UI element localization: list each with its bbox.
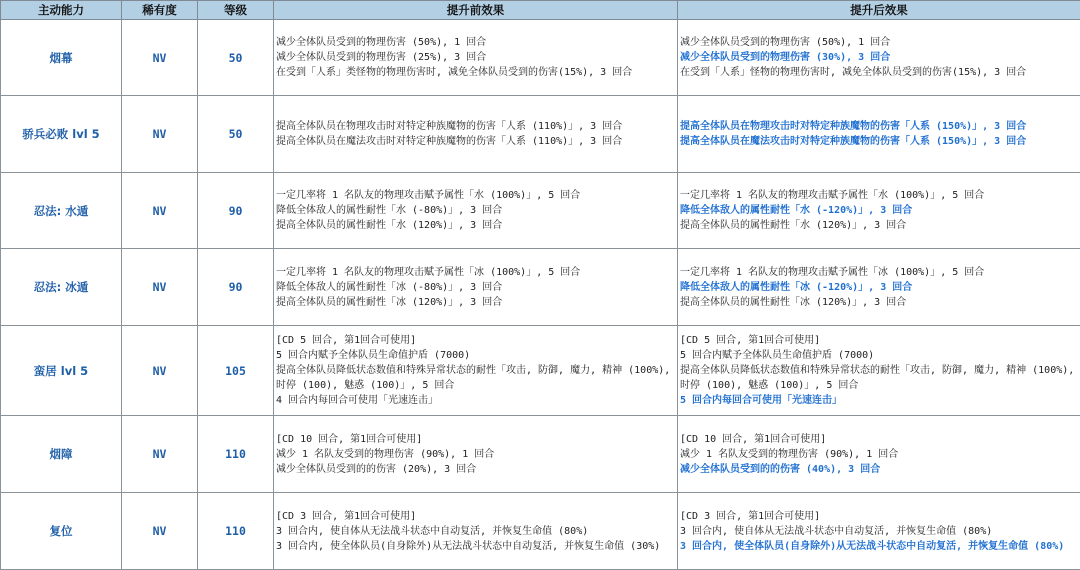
effect-line: 减少全体队员受到的物理伤害 (50%), 1 回合 (680, 37, 891, 48)
effect-line: 一定几率将 1 名队友的物理攻击赋予属性「冰 (100%)」, 5 回合 (276, 266, 581, 278)
effect-line: 3 回合内, 使自体从无法战斗状态中自动复活, 并恢复生命值 (80%) (680, 525, 993, 537)
rarity: NV (122, 249, 198, 326)
skill-name: 忍法: 冰遁 (1, 249, 122, 326)
effect-line: 提高全体队员降低状态数值和特殊异常状态的耐性「攻击, 防御, 魔力, 精神 (100%), 时停 (100), 魅惑 (100)」, 5 回合 (276, 365, 677, 391)
level: 105 (198, 326, 274, 416)
effect-line: 4 回合内每回合可使用「光速连击」 (276, 395, 439, 406)
effect-line: 一定几率将 1 名队友的物理攻击赋予属性「冰 (100%)」, 5 回合 (680, 266, 985, 278)
effect-line: 降低全体敌人的属性耐性「冰 (-80%)」, 3 回合 (276, 281, 503, 293)
effect-line: 提高全体队员的属性耐性「水 (120%)」, 3 回合 (680, 220, 907, 231)
effect-line: 减少 1 名队友受到的物理伤害 (90%), 1 回合 (276, 448, 495, 460)
table-body (1, 20, 1080, 570)
table-row (1, 249, 1080, 326)
skill-name: 忍法: 水遁 (1, 173, 122, 249)
effect-after (678, 249, 1080, 326)
skill-name: 骄兵必败 lvl 5 (1, 96, 122, 173)
effect-line: 提高全体队员在物理攻击时对特定种族魔物的伤害「人系 (110%)」, 3 回合 (276, 121, 623, 132)
effect-line: 一定几率将 1 名队友的物理攻击赋予属性「水 (100%)」, 5 回合 (680, 190, 985, 201)
rarity: NV (122, 96, 198, 173)
rarity: NV (122, 326, 198, 416)
effect-line-highlighted: 降低全体敌人的属性耐性「水 (-120%)」, 3 回合 (680, 205, 913, 216)
level: 50 (198, 20, 274, 96)
table-row (1, 20, 1080, 96)
rarity: NV (122, 493, 198, 570)
effect-line-highlighted: 减少全体队员受到的物理伤害 (30%), 3 回合 (680, 52, 891, 63)
table-row (1, 96, 1080, 173)
effect-line-highlighted: 3 回合内, 使全体队员(自身除外)从无法战斗状态中自动复活, 并恢复生命值 (80%) (680, 540, 1065, 552)
effect-line: [CD 3 回合, 第1回合可使用] (680, 510, 821, 522)
level: 90 (198, 173, 274, 249)
skill-name: 复位 (1, 493, 122, 570)
effect-line: 降低全体敌人的属性耐性「水 (-80%)」, 3 回合 (276, 205, 503, 216)
effect-line-highlighted: 提高全体队员在魔法攻击时对特定种族魔物的伤害「人系 (150%)」, 3 回合 (680, 136, 1027, 147)
effect-after (678, 493, 1080, 570)
rarity: NV (122, 173, 198, 249)
effect-line: [CD 5 回合, 第1回合可使用] (276, 335, 417, 346)
level: 50 (198, 96, 274, 173)
effect-after (678, 173, 1080, 249)
effect-line: 提高全体队员的属性耐性「水 (120%)」, 3 回合 (276, 220, 503, 231)
effect-line-highlighted: 5 回合内每回合可使用「光速连击」 (680, 395, 843, 406)
effect-line: 提高全体队员降低状态数值和特殊异常状态的耐性「攻击, 防御, 魔力, 精神 (100%), 时停 (100), 魅惑 (100)」, 5 回合 (680, 365, 1080, 391)
effect-before (274, 96, 678, 173)
effect-line: 减少 1 名队友受到的物理伤害 (90%), 1 回合 (680, 448, 899, 460)
effect-line: 5 回合内赋予全体队员生命值护盾 (7000) (680, 350, 875, 361)
effect-after (678, 20, 1080, 96)
effect-line: [CD 10 回合, 第1回合可使用] (680, 433, 827, 445)
level: 90 (198, 249, 274, 326)
skill-name: 蛮居 lvl 5 (1, 326, 122, 416)
skill-name: 烟幕 (1, 20, 122, 96)
effect-line: 5 回合内赋予全体队员生命值护盾 (7000) (276, 350, 471, 361)
table-row (1, 416, 1080, 493)
effect-line: [CD 10 回合, 第1回合可使用] (276, 433, 423, 445)
effect-after (678, 96, 1080, 173)
table-row (1, 173, 1080, 249)
effect-before (274, 173, 678, 249)
level: 110 (198, 416, 274, 493)
effect-line-highlighted: 提高全体队员在物理攻击时对特定种族魔物的伤害「人系 (150%)」, 3 回合 (680, 121, 1027, 132)
effect-line: 提高全体队员的属性耐性「冰 (120%)」, 3 回合 (276, 296, 503, 308)
header-effect-before: 提升前效果 (274, 1, 678, 20)
effect-line: 减少全体队员受到的的伤害 (20%), 3 回合 (276, 463, 477, 475)
header-effect-after: 提升后效果 (678, 1, 1080, 20)
effect-line: 3 回合内, 使自体从无法战斗状态中自动复活, 并恢复生命值 (80%) (276, 525, 589, 537)
effect-line: 在受到「人系」类怪物的物理伤害时, 减免全体队员受到的伤害(15%), 3 回合 (276, 67, 633, 78)
effect-before (274, 326, 678, 416)
header-skill-name: 主动能力 (1, 1, 122, 20)
effect-after (678, 326, 1080, 416)
header-rarity: 稀有度 (122, 1, 198, 20)
rarity: NV (122, 20, 198, 96)
effect-line: 提高全体队员的属性耐性「冰 (120%)」, 3 回合 (680, 296, 907, 308)
effect-before (274, 20, 678, 96)
header-row (1, 1, 1080, 20)
header-level: 等级 (198, 1, 274, 20)
effect-line: 减少全体队员受到的物理伤害 (50%), 1 回合 (276, 37, 487, 48)
effect-before (274, 249, 678, 326)
effect-line: 提高全体队员在魔法攻击时对特定种族魔物的伤害「人系 (110%)」, 3 回合 (276, 136, 623, 147)
table-row (1, 326, 1080, 416)
skill-name: 烟障 (1, 416, 122, 493)
table-row (1, 493, 1080, 570)
effect-before (274, 416, 678, 493)
effect-line: [CD 5 回合, 第1回合可使用] (680, 335, 821, 346)
level: 110 (198, 493, 274, 570)
effect-after (678, 416, 1080, 493)
effect-line: 一定几率将 1 名队友的物理攻击赋予属性「水 (100%)」, 5 回合 (276, 190, 581, 201)
rarity: NV (122, 416, 198, 493)
effect-line: 3 回合内, 使全体队员(自身除外)从无法战斗状态中自动复活, 并恢复生命值 (30%) (276, 540, 661, 552)
effect-line: 减少全体队员受到的物理伤害 (25%), 3 回合 (276, 52, 487, 63)
effect-line: 在受到「人系」怪物的物理伤害时, 减免全体队员受到的伤害(15%), 3 回合 (680, 67, 1027, 78)
effect-line: [CD 3 回合, 第1回合可使用] (276, 510, 417, 522)
effect-line-highlighted: 降低全体敌人的属性耐性「冰 (-120%)」, 3 回合 (680, 281, 913, 293)
effect-before (274, 493, 678, 570)
effect-line-highlighted: 减少全体队员受到的的伤害 (40%), 3 回合 (680, 463, 881, 475)
